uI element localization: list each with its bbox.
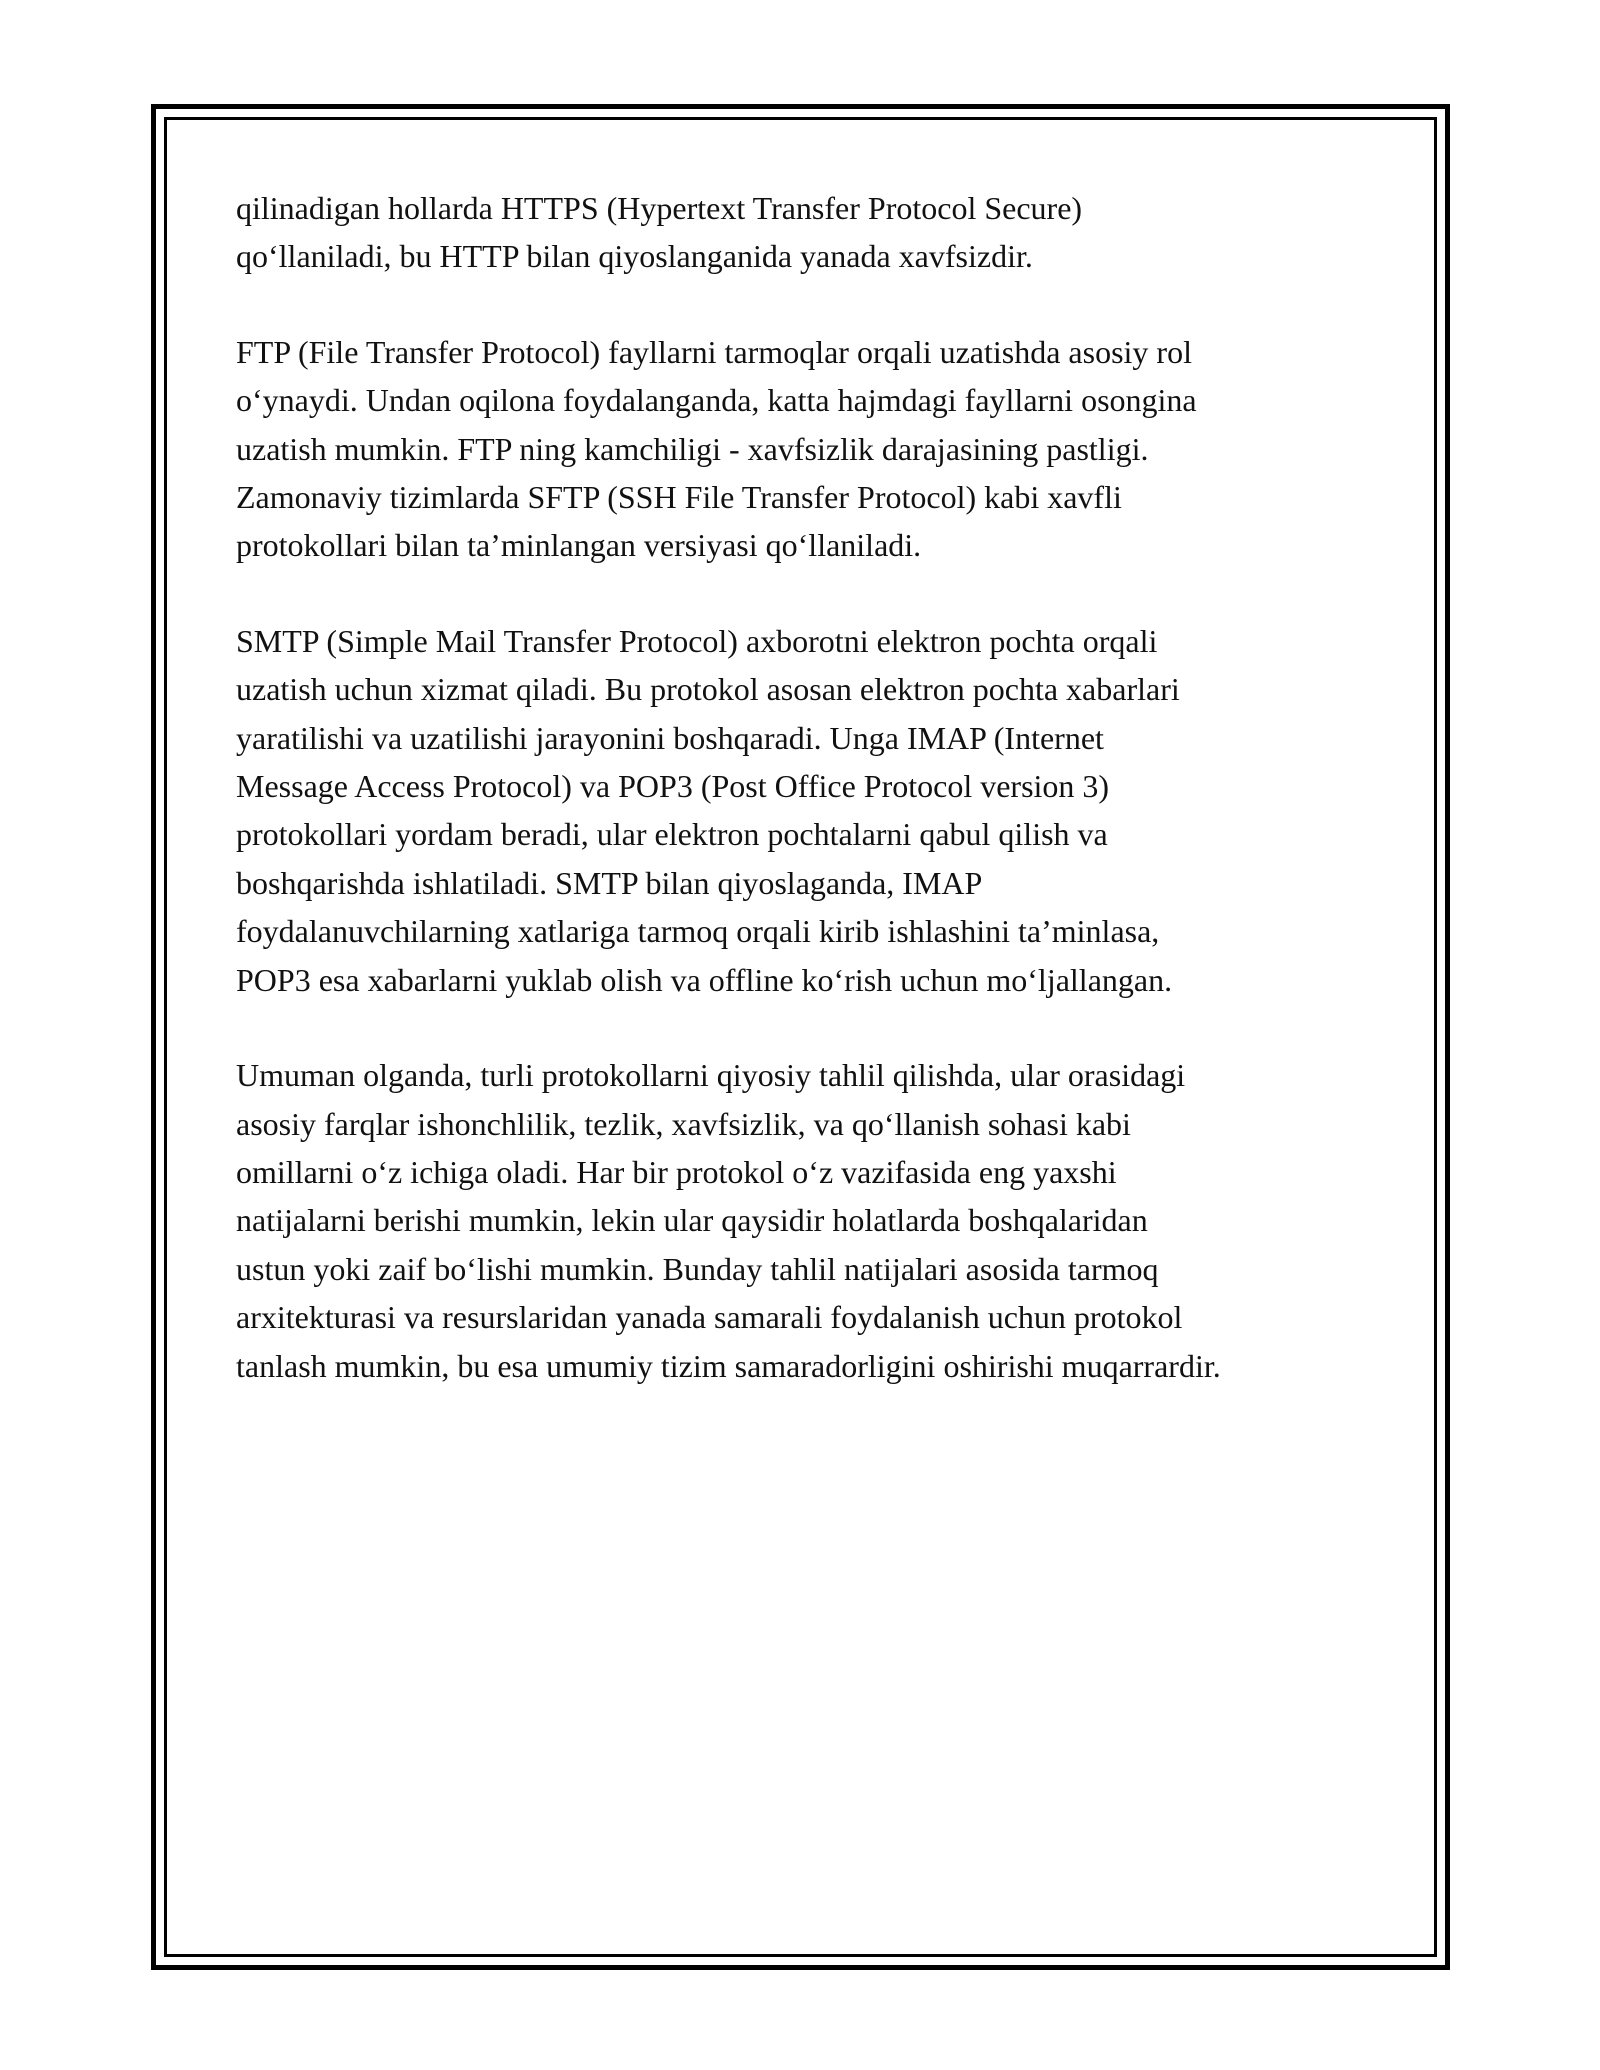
paragraph-summary: Umuman olganda, turli protokollarni qiyosiy tahlil qilishda, ular orasidagi asosiy farqlar ishonchlilik, tezlik, xavfsizlik, va qo‘llanish sohasi kabi omillarni o‘z ichiga oladi. Har bir protokol o‘z vazifasida eng yaxshi natijalarni berishi mumkin, lekin ular qaysidir holatlarda boshqalaridan ustun yoki zaif bo‘lishi mumkin. Bunday tahlil natijalari asosida tarmoq arxitekturasi va resurslaridan yanada samarali foydalanish uchun protokol tanlash mumkin, bu esa umumiy tizim samaradorligini oshirishi muqarrardir.: [236, 1057, 1221, 1384]
paragraph-smtp: SMTP (Simple Mail Transfer Protocol) axborotni elektron pochta orqali uzatish uchun xizmat qiladi. Bu protokol asosan elektron pochta xabarlari yaratilishi va uzatilishi jarayonini boshqaradi. Unga IMAP (Internet Message Access Protocol) va POP3 (Post Office Protocol version 3) protokollari yordam beradi, ular elektron pochtalarni qabul qilish va boshqarishda ishlatiladi. SMTP bilan qiyoslaganda, IMAP foydalanuvchilarning xatlariga tarmoq orqali kirib ishlashini ta’minlasa, POP3 esa xabarlarni yuklab olish va offline ko‘rish uchun mo‘ljallangan.: [236, 622, 1180, 998]
document-body: [236, 184, 1386, 1437]
paragraph-https: qilinadigan hollarda HTTPS (Hypertext Transfer Protocol Secure) qo‘llaniladi, bu HTTP bilan qiyoslanganida yanada xavfsizdir.: [236, 190, 1083, 275]
paragraph-ftp: FTP (File Transfer Protocol) fayllarni tarmoqlar orqali uzatishda asosiy rol o‘ynaydi. Undan oqilona foydalanganda, katta hajmdagi fayllarni osongina uzatish mumkin. FTP ning kamchiligi - xavfsizlik darajasining pastligi. Zamonaviy tizimlarda SFTP (SSH File Transfer Protocol) kabi xavfli protokollari bilan ta’minlangan versiyasi qo‘llaniladi.: [236, 333, 1197, 564]
